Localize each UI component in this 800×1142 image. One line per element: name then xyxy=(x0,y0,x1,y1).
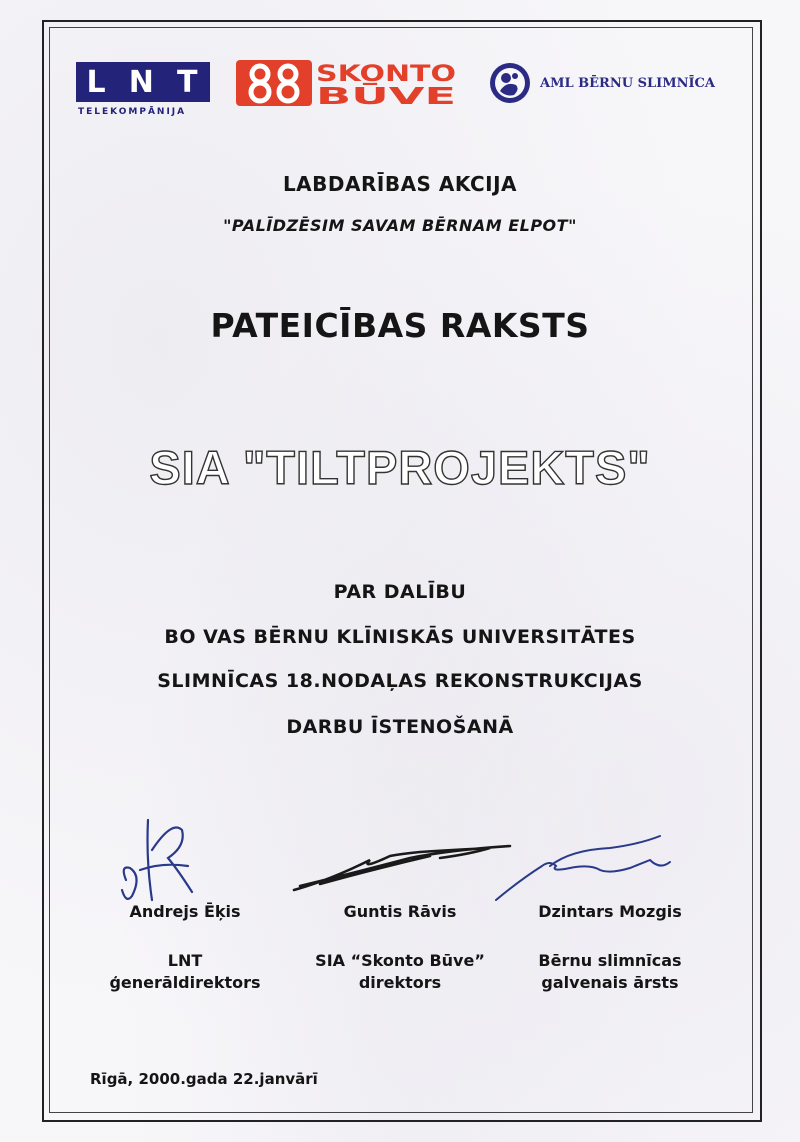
signatory-name: Dzintars Mozgis xyxy=(538,902,682,921)
signature-guntis-ravis xyxy=(290,840,520,900)
signatory-name: Guntis Rāvis xyxy=(343,902,457,921)
body-line: BO VAS BĒRNU KLĪNISKĀS UNIVERSITĀTES xyxy=(164,626,636,648)
place-and-date: Rīgā, 2000.gada 22.janvārī xyxy=(90,1070,318,1088)
signatory-role-line1: Bērnu slimnīcas xyxy=(538,951,682,970)
lnt-logo-subtitle: TELEKOMPĀNIJA xyxy=(78,107,187,117)
lnt-logo-letter: N xyxy=(128,64,156,100)
signature-andrejs-ekis xyxy=(112,810,222,910)
signatory-role-line2: direktors xyxy=(358,973,442,992)
aml-emblem-icon xyxy=(488,61,532,105)
body-line: PAR DALĪBU xyxy=(333,581,467,603)
campaign-slogan: "PALĪDZĒSIM SAVAM BĒRNAM ELPOT" xyxy=(223,216,577,235)
signature-dzintars-mozgis xyxy=(490,830,680,910)
signatory-role xyxy=(90,950,280,994)
skonto-logo-line2: BŪVE xyxy=(316,84,386,106)
certificate-title: PATEICĪBAS RAKSTS xyxy=(210,306,590,345)
lnt-logo-letter: L xyxy=(86,64,108,100)
skonto-buve-logo xyxy=(236,60,458,106)
signatory-role-line1: SIA “Skonto Būve” xyxy=(315,951,485,970)
recipient-name: SIA "TILTPROJEKTS" xyxy=(149,441,651,494)
body-line: SLIMNĪCAS 18.NODAĻAS REKONSTRUKCIJAS xyxy=(157,670,643,692)
body-line: DARBU ĪSTENOŠANĀ xyxy=(286,716,514,738)
lnt-logo-letter: T xyxy=(176,64,200,100)
aml-logo-text: AML BĒRNU SLIMNĪCA xyxy=(540,75,715,91)
signatory-role-line2: galvenais ārsts xyxy=(541,973,679,992)
signatory-role xyxy=(510,950,710,994)
signatory-role xyxy=(292,950,508,994)
skonto-logo-line1: SKONTO xyxy=(316,62,456,87)
signatory-name: Andrejs Ēķis xyxy=(129,902,241,921)
signatory-role-line1: LNT xyxy=(167,951,203,970)
lnt-logo xyxy=(76,62,210,122)
campaign-heading: LABDARĪBAS AKCIJA xyxy=(282,172,518,196)
signatory-role-line2: ģenerāldirektors xyxy=(109,973,261,992)
aml-logo xyxy=(488,58,724,108)
